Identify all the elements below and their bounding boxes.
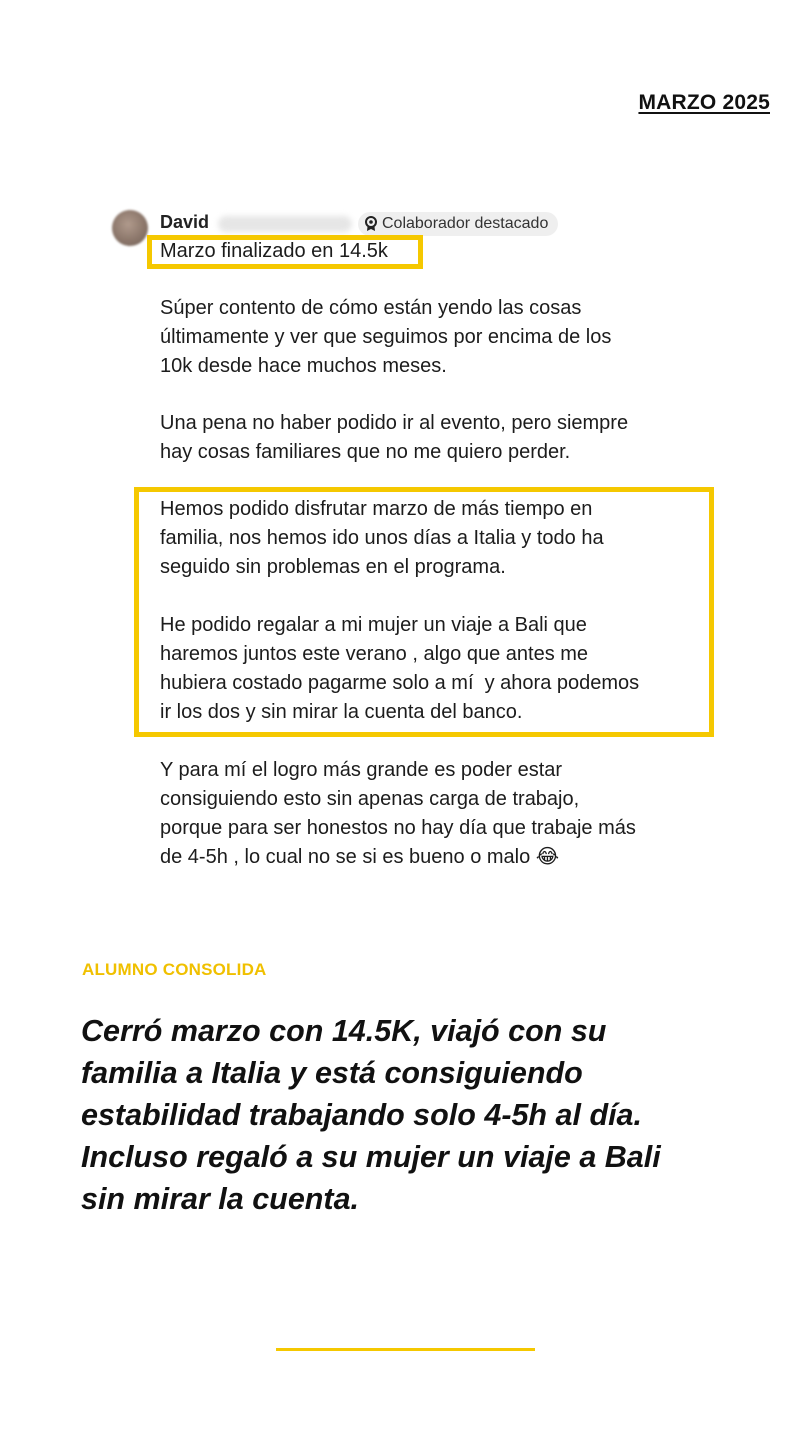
post-line: Y para mí el logro más grande es poder estar — [160, 759, 563, 781]
summary-text: Cerró marzo con 14.5K, viajó con su familia a Italia y está consiguiendo estabilidad trabajando solo 4-5h al día. Incluso regaló a su mujer un viaje a Bali sin mirar la cuenta. — [81, 1014, 661, 1216]
title-highlight-box — [147, 235, 423, 269]
post-line: hubiera costado pagarme solo a mí y ahora podemos — [160, 672, 640, 694]
post-line: familia, nos hemos ido unos días a Italia y todo ha — [160, 527, 604, 549]
status-badge — [358, 212, 558, 236]
paragraph-highlight-box — [134, 487, 714, 737]
post-line: de 4-5h , lo cual no se si es bueno o malo 😂 — [160, 846, 560, 868]
post-line: haremos juntos este verano , algo que antes me — [160, 643, 589, 665]
post-line: 10k desde hace muchos meses. — [160, 355, 447, 377]
date-heading: MARZO 2025 — [638, 91, 770, 114]
author-name: David — [160, 212, 210, 232]
section-label: ALUMNO CONSOLIDA — [82, 960, 267, 979]
post-line: últimamente y ver que seguimos por encima de los — [160, 326, 612, 348]
post-line: porque para ser honestos no hay día que trabaje más — [160, 817, 636, 839]
badge-label: Colaborador destacado — [382, 215, 549, 232]
post-line: He podido regalar a mi mujer un viaje a Bali que — [160, 614, 587, 636]
post-line: consiguiendo esto sin apenas carga de trabajo, — [160, 788, 580, 810]
post-line: Una pena no haber podido ir al evento, pero siempre — [160, 412, 629, 434]
post-line: ir los dos y sin mirar la cuenta del banco. — [160, 701, 523, 723]
post-line: Hemos podido disfrutar marzo de más tiempo en — [160, 498, 593, 520]
blurred-surname — [218, 216, 352, 232]
award-icon — [364, 216, 378, 232]
post-line: hay cosas familiares que no me quiero perder. — [160, 441, 571, 463]
post-title: Marzo finalizado en 14.5k — [160, 240, 388, 262]
avatar — [112, 210, 148, 246]
divider — [276, 1348, 535, 1351]
post-line: Súper contento de cómo están yendo las cosas — [160, 297, 582, 319]
post-line: seguido sin problemas en el programa. — [160, 556, 506, 578]
